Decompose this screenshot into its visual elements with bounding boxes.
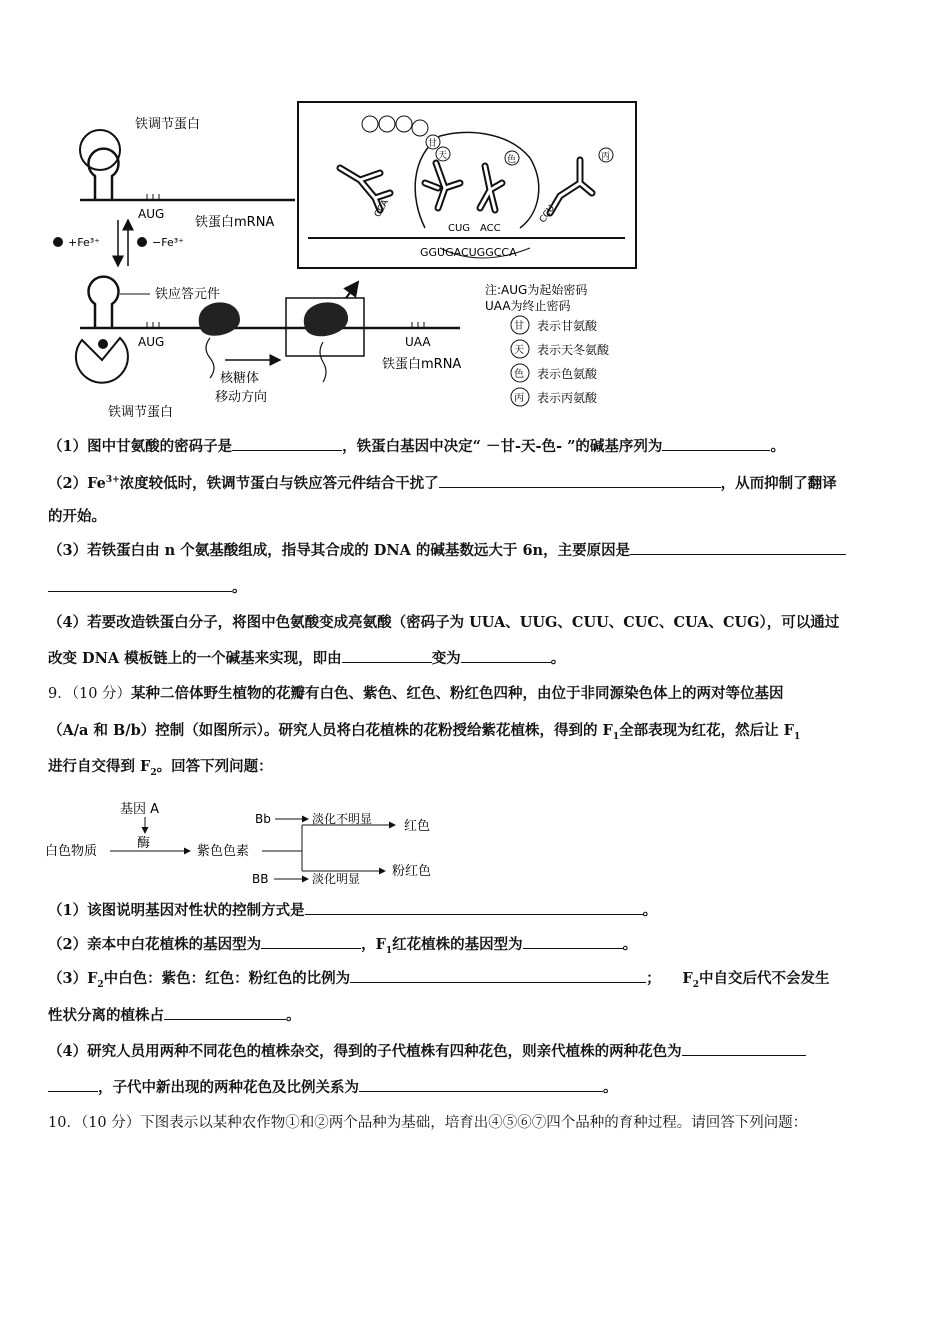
aa-se-zoom: 色 xyxy=(507,155,517,165)
answer-blank[interactable] xyxy=(630,540,846,555)
answer-blank[interactable] xyxy=(164,1005,286,1020)
answer-blank[interactable] xyxy=(305,900,643,915)
legend-bing-icon: 丙 xyxy=(514,393,524,404)
q9-part2: （2）亲本中白花植株的基因型为 ，$F_1$红花植株的基因型为 。 xyxy=(48,936,638,956)
white-substance-label: 白色物质 xyxy=(45,844,98,859)
legend-gan-icon: 甘 xyxy=(514,321,524,332)
q8-part4: （4）若要改造铁蛋白分子，将图中色氨酸变成亮氨酸（密码子为 UUA、UUG、CUU、CUC、CUA、CUG），可以通过 xyxy=(48,614,840,631)
note-line2: UAA为终止密码 xyxy=(485,299,571,313)
q9-part1: （1）该图说明基因对性状的控制方式是 。 xyxy=(48,902,658,919)
label-aug-bottom: AUG xyxy=(138,335,165,349)
genotype-bb-het: Bb xyxy=(255,812,271,826)
legend-gly: 表示甘氨酸 xyxy=(537,319,598,333)
aa-bing-zoom: 丙 xyxy=(601,152,611,162)
label-plus-fe: +Fe³⁺ xyxy=(68,236,100,249)
answer-blank[interactable] xyxy=(48,577,232,592)
answer-blank[interactable] xyxy=(48,1077,98,1092)
legend-se-icon: 色 xyxy=(514,369,524,380)
anticodon-cug: CUG xyxy=(448,223,471,234)
answer-blank[interactable] xyxy=(662,436,770,451)
q8-part4-cont: 改变 DNA 模板链上的一个碱基来实现，即由 变为 。 xyxy=(48,650,566,667)
note-line1: 注:AUG为起始密码 xyxy=(485,283,588,297)
legend-tian-icon: 天 xyxy=(514,345,524,356)
label-ferritin-mrna-top: 铁蛋白mRNA xyxy=(195,215,275,230)
answer-blank[interactable] xyxy=(682,1041,806,1056)
aa-gan-zoom: 甘 xyxy=(428,139,438,149)
fe-dot-right xyxy=(137,237,147,247)
q8-part2-cont: 的开始。 xyxy=(48,508,106,525)
mrna-sequence: GGUGACUGGCCA xyxy=(420,246,517,259)
answer-blank[interactable] xyxy=(359,1077,603,1092)
ribosome-1 xyxy=(199,302,240,335)
label-uaa: UAA xyxy=(405,335,431,349)
ferritin-translation-figure xyxy=(40,98,640,420)
genotype-bb-hom: BB xyxy=(252,872,269,886)
anticodon-cca: CCA xyxy=(372,198,391,220)
fe-dot-left xyxy=(53,237,63,247)
hairpin-bottom xyxy=(89,277,119,328)
q10-intro: 10．（10 分）下图表示以某种农作物①和②两个品种为基础，培育出④⑤⑥⑦四个品种的育种过程。请回答下列问题： xyxy=(48,1115,808,1131)
label-move-direction: 移动方向 xyxy=(215,390,268,405)
aa-tian-zoom: 天 xyxy=(438,151,448,161)
anticodon-ccu: CCU xyxy=(537,203,558,225)
q9-intro-1: 9．（10 分）某种二倍体野生植物的花瓣有白色、紫色、红色、粉红色四种，由位于非同源染色体上的两对等位基因 xyxy=(48,685,784,702)
enzyme-label: 酶 xyxy=(137,836,151,851)
q9-intro-3: 进行自交得到 $F_2$。回答下列问题： xyxy=(48,758,273,778)
label-iron-reg-protein-top: 铁调节蛋白 xyxy=(135,117,201,132)
label-ferritin-mrna-bottom: 铁蛋白mRNA xyxy=(382,357,462,372)
legend-asp: 表示天冬氨酸 xyxy=(537,343,610,357)
label-iron-reg-protein-bottom: 铁调节蛋白 xyxy=(108,405,174,420)
q9-intro-2: （A/a 和 B/b）控制（如图所示）。研究人员将白花植株的花粉授给紫花植株，得到的 $F_1$全部表现为红花，然后让 $F_1$ xyxy=(48,722,801,742)
answer-blank[interactable] xyxy=(439,473,721,488)
answer-blank[interactable] xyxy=(350,968,646,983)
label-ribosome: 核糖体 xyxy=(220,371,260,386)
legend-trp: 表示色氨酸 xyxy=(537,367,598,381)
q8-part3: （3）若铁蛋白由 n 个氨基酸组成，指导其合成的 DNA 的碱基数远大于 6n，主要原因是 xyxy=(48,540,910,562)
answer-blank[interactable] xyxy=(461,648,551,663)
legend-ala: 表示丙氨酸 xyxy=(537,391,598,405)
q8-part1: （1）图中甘氨酸的密码子是 ，铁蛋白基因中决定“ －甘-天-色- ”的碱基序列为 。 xyxy=(48,438,785,455)
answer-blank[interactable] xyxy=(342,648,432,663)
q9-part3-cont: 性状分离的植株占 。 xyxy=(48,1007,301,1024)
answer-blank[interactable] xyxy=(261,934,361,949)
purple-pigment-label: 紫色色素 xyxy=(197,844,250,859)
gene-a-label: 基因 A xyxy=(120,802,160,817)
red-label: 红色 xyxy=(404,819,431,834)
q9-part4: （4）研究人员用两种不同花色的植株杂交，得到的子代植株有四种花色，则亲代植株的两种花色为 xyxy=(48,1041,910,1063)
ribosome-2 xyxy=(304,302,348,336)
pink-label: 粉红色 xyxy=(392,864,432,879)
answer-blank[interactable] xyxy=(232,436,342,451)
anticodon-acc: ACC xyxy=(480,223,501,234)
label-iron-response-element: 铁应答元件 xyxy=(155,287,221,302)
flower-color-pathway-figure xyxy=(40,802,460,895)
fade-strong-label: 淡化明显 xyxy=(312,872,361,886)
q9-part4-cont: ，子代中新出现的两种花色及比例关系为 。 xyxy=(48,1077,910,1099)
q9-part3: $(3)F_2$中白色：紫色：红色：粉红色的比例为 ； $F_2$中自交后代不会发生 xyxy=(48,970,830,990)
fade-weak-label: 淡化不明显 xyxy=(312,812,373,826)
label-aug-top: AUG xyxy=(138,207,165,221)
q8-part3-cont: 。 xyxy=(48,577,910,599)
label-minus-fe: −Fe³⁺ xyxy=(152,236,184,249)
answer-blank[interactable] xyxy=(523,934,623,949)
q8-part2: $(2)Fe^{3+}$浓度较低时，铁调节蛋白与铁应答元件结合干扰了 ，从而抑制了翻译 xyxy=(48,474,837,492)
